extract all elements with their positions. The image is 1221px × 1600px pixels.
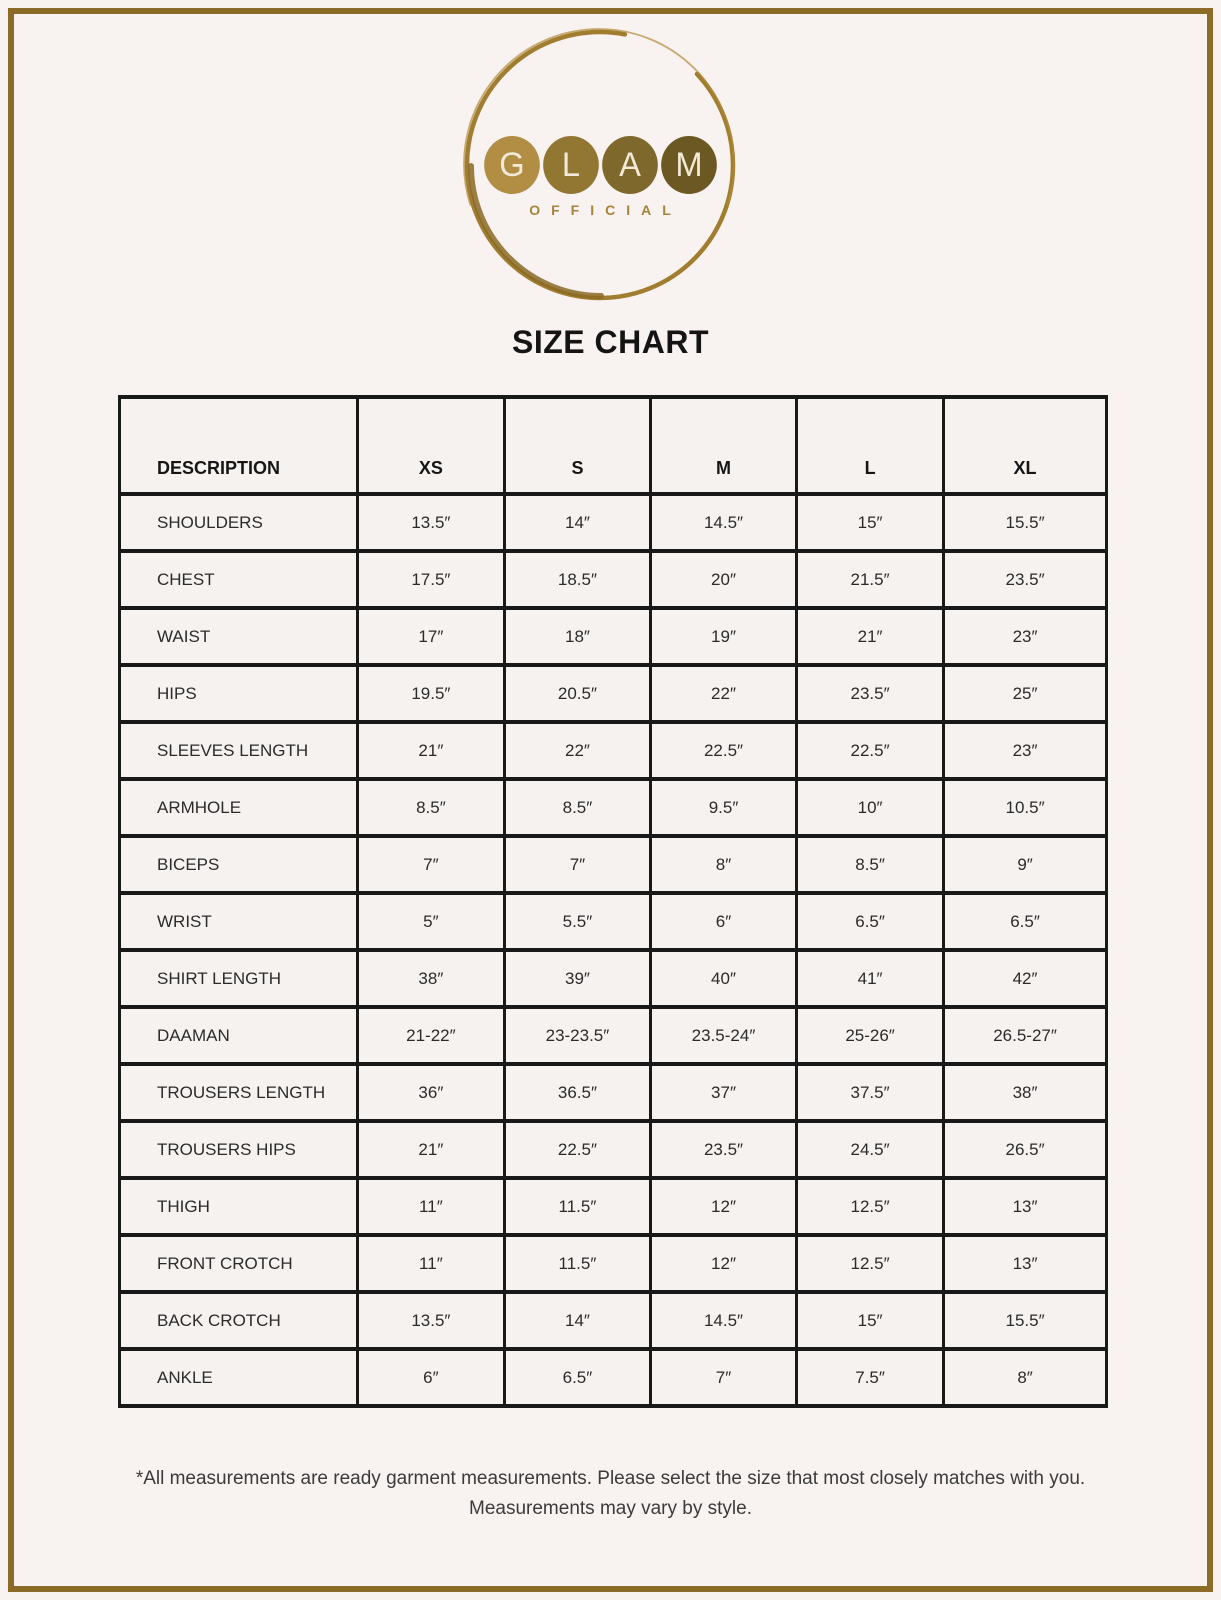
measurement-cell: 23-23.5″ xyxy=(504,1007,650,1064)
column-header-xs: XS xyxy=(357,397,504,494)
measurement-cell: 26.5-27″ xyxy=(944,1007,1107,1064)
row-label: WAIST xyxy=(120,608,358,665)
measurement-cell: 7.5″ xyxy=(797,1349,944,1406)
table-row xyxy=(120,1178,1107,1235)
logo-letter-l: L xyxy=(543,136,599,194)
measurement-cell: 25-26″ xyxy=(797,1007,944,1064)
column-header-s: S xyxy=(504,397,650,494)
measurement-cell: 13″ xyxy=(944,1178,1107,1235)
row-label: WRIST xyxy=(120,893,358,950)
measurement-cell: 12.5″ xyxy=(797,1235,944,1292)
row-label: FRONT CROTCH xyxy=(120,1235,358,1292)
row-label: BICEPS xyxy=(120,836,358,893)
table-row xyxy=(120,665,1107,722)
page-title: SIZE CHART xyxy=(512,324,709,360)
measurement-cell: 36″ xyxy=(357,1064,504,1121)
measurement-cell: 10″ xyxy=(797,779,944,836)
measurement-cell: 8.5″ xyxy=(797,836,944,893)
measurement-cell: 6.5″ xyxy=(944,893,1107,950)
measurement-cell: 42″ xyxy=(944,950,1107,1007)
measurement-cell: 26.5″ xyxy=(944,1121,1107,1178)
measurement-cell: 22.5″ xyxy=(650,722,796,779)
measurement-cell: 14″ xyxy=(504,1292,650,1349)
measurement-cell: 36.5″ xyxy=(504,1064,650,1121)
measurement-cell: 17″ xyxy=(357,608,504,665)
row-label: TROUSERS HIPS xyxy=(120,1121,358,1178)
measurement-cell: 38″ xyxy=(357,950,504,1007)
measurement-cell: 6.5″ xyxy=(504,1349,650,1406)
measurement-cell: 21.5″ xyxy=(797,551,944,608)
measurement-cell: 12.5″ xyxy=(797,1178,944,1235)
table-header xyxy=(120,397,1107,494)
logo-letter-a: A xyxy=(602,136,658,194)
measurement-cell: 21″ xyxy=(357,1121,504,1178)
measurement-cell: 19″ xyxy=(650,608,796,665)
measurement-cell: 21″ xyxy=(797,608,944,665)
measurement-cell: 21-22″ xyxy=(357,1007,504,1064)
measurement-cell: 23″ xyxy=(944,608,1107,665)
brand-logo xyxy=(455,24,745,309)
measurement-cell: 22″ xyxy=(650,665,796,722)
footnote xyxy=(60,1464,1161,1525)
logo-letter-m: M xyxy=(661,136,717,194)
measurement-cell: 14″ xyxy=(504,494,650,551)
measurement-cell: 17.5″ xyxy=(357,551,504,608)
measurement-cell: 22.5″ xyxy=(797,722,944,779)
footnote-line-2: Measurements may vary by style. xyxy=(469,1498,752,1520)
measurement-cell: 23.5″ xyxy=(650,1121,796,1178)
measurement-cell: 37″ xyxy=(650,1064,796,1121)
table-row xyxy=(120,1235,1107,1292)
row-label: THIGH xyxy=(120,1178,358,1235)
measurement-cell: 14.5″ xyxy=(650,494,796,551)
measurement-cell: 24.5″ xyxy=(797,1121,944,1178)
table-row xyxy=(120,1292,1107,1349)
measurement-cell: 21″ xyxy=(357,722,504,779)
measurement-cell: 11.5″ xyxy=(504,1178,650,1235)
table-header-row xyxy=(120,397,1107,494)
row-label: BACK CROTCH xyxy=(120,1292,358,1349)
column-header-m: M xyxy=(650,397,796,494)
measurement-cell: 11″ xyxy=(357,1178,504,1235)
measurement-cell: 9.5″ xyxy=(650,779,796,836)
measurement-cell: 6.5″ xyxy=(797,893,944,950)
measurement-cell: 5″ xyxy=(357,893,504,950)
measurement-cell: 5.5″ xyxy=(504,893,650,950)
size-chart-table xyxy=(118,395,1108,1408)
measurement-cell: 15″ xyxy=(797,1292,944,1349)
logo-subtitle: OFFICIAL xyxy=(529,202,682,218)
measurement-cell: 8″ xyxy=(650,836,796,893)
footnote-line-1: *All measurements are ready garment measurements. Please select the size that most closely matches with you. xyxy=(135,1468,1086,1489)
measurement-cell: 18.5″ xyxy=(504,551,650,608)
measurement-cell: 20″ xyxy=(650,551,796,608)
measurement-cell: 38″ xyxy=(944,1064,1107,1121)
table-row xyxy=(120,950,1107,1007)
logo-letter-g: G xyxy=(484,136,540,194)
measurement-cell: 15.5″ xyxy=(944,494,1107,551)
measurement-cell: 8.5″ xyxy=(504,779,650,836)
measurement-cell: 7″ xyxy=(357,836,504,893)
measurement-cell: 18″ xyxy=(504,608,650,665)
measurement-cell: 8″ xyxy=(944,1349,1107,1406)
measurement-cell: 41″ xyxy=(797,950,944,1007)
measurement-cell: 15.5″ xyxy=(944,1292,1107,1349)
measurement-cell: 9″ xyxy=(944,836,1107,893)
measurement-cell: 22″ xyxy=(504,722,650,779)
measurement-cell: 23.5″ xyxy=(797,665,944,722)
measurement-cell: 23″ xyxy=(944,722,1107,779)
measurement-cell: 20.5″ xyxy=(504,665,650,722)
row-label: ANKLE xyxy=(120,1349,358,1406)
measurement-cell: 13″ xyxy=(944,1235,1107,1292)
table-row xyxy=(120,1064,1107,1121)
measurement-cell: 40″ xyxy=(650,950,796,1007)
measurement-cell: 8.5″ xyxy=(357,779,504,836)
row-label: ARMHOLE xyxy=(120,779,358,836)
measurement-cell: 14.5″ xyxy=(650,1292,796,1349)
measurement-cell: 15″ xyxy=(797,494,944,551)
table-row xyxy=(120,551,1107,608)
table-row xyxy=(120,1007,1107,1064)
measurement-cell: 23.5-24″ xyxy=(650,1007,796,1064)
table-row xyxy=(120,1349,1107,1406)
column-header-l: L xyxy=(797,397,944,494)
row-label: SHOULDERS xyxy=(120,494,358,551)
measurement-cell: 22.5″ xyxy=(504,1121,650,1178)
row-label: CHEST xyxy=(120,551,358,608)
measurement-cell: 11.5″ xyxy=(504,1235,650,1292)
row-label: HIPS xyxy=(120,665,358,722)
measurement-cell: 11″ xyxy=(357,1235,504,1292)
measurement-cell: 13.5″ xyxy=(357,1292,504,1349)
row-label: TROUSERS LENGTH xyxy=(120,1064,358,1121)
measurement-cell: 6″ xyxy=(650,893,796,950)
table-row xyxy=(120,494,1107,551)
measurement-cell: 7″ xyxy=(650,1349,796,1406)
measurement-cell: 25″ xyxy=(944,665,1107,722)
measurement-cell: 6″ xyxy=(357,1349,504,1406)
table-body xyxy=(120,494,1107,1406)
row-label: SLEEVES LENGTH xyxy=(120,722,358,779)
column-header-xl: XL xyxy=(944,397,1107,494)
table-row xyxy=(120,722,1107,779)
measurement-cell: 12″ xyxy=(650,1178,796,1235)
measurement-cell: 10.5″ xyxy=(944,779,1107,836)
table-row xyxy=(120,779,1107,836)
measurement-cell: 12″ xyxy=(650,1235,796,1292)
measurement-cell: 39″ xyxy=(504,950,650,1007)
measurement-cell: 37.5″ xyxy=(797,1064,944,1121)
measurement-cell: 23.5″ xyxy=(944,551,1107,608)
table-row xyxy=(120,893,1107,950)
table-row xyxy=(120,836,1107,893)
measurement-cell: 19.5″ xyxy=(357,665,504,722)
table-row xyxy=(120,608,1107,665)
logo-letter-circles xyxy=(455,136,745,194)
measurement-cell: 7″ xyxy=(504,836,650,893)
measurement-cell: 13.5″ xyxy=(357,494,504,551)
row-label: DAAMAN xyxy=(120,1007,358,1064)
row-label: SHIRT LENGTH xyxy=(120,950,358,1007)
table-row xyxy=(120,1121,1107,1178)
column-header-description: DESCRIPTION xyxy=(120,397,358,494)
